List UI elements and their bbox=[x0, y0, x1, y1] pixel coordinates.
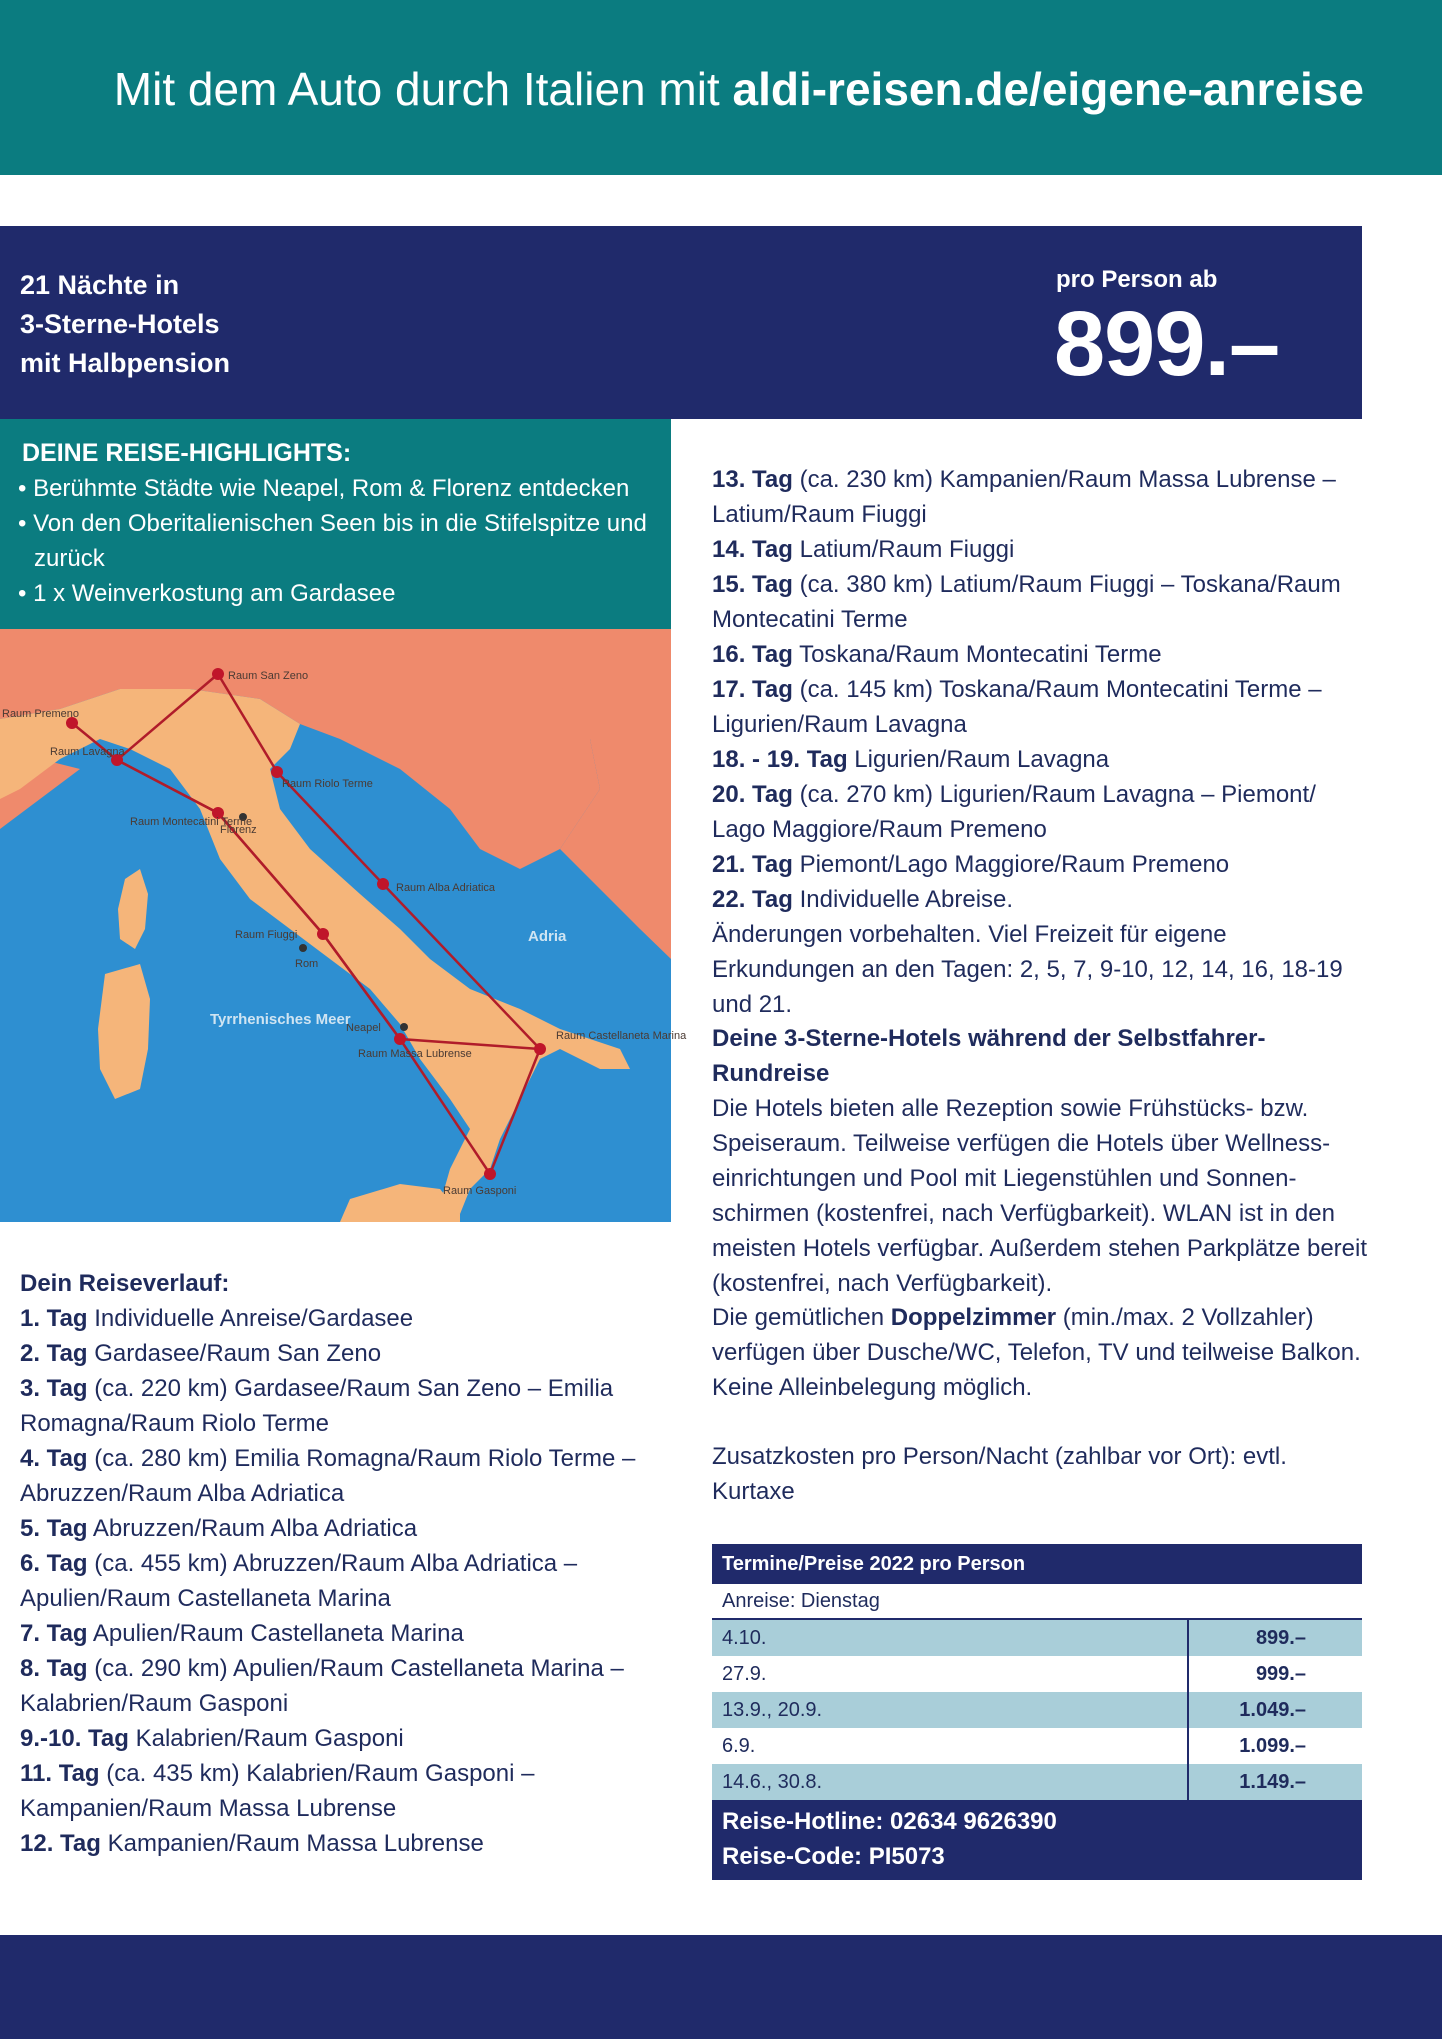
day-text: Abruzzen/Raum Alba Adriatica bbox=[87, 1515, 418, 1542]
map-stop-alba bbox=[377, 878, 389, 890]
day-label: 17. Tag bbox=[712, 676, 793, 703]
map-city-rom bbox=[299, 944, 307, 952]
reise-code: Reise-Code: PI5073 bbox=[722, 1843, 945, 1870]
day-label: 21. Tag bbox=[712, 851, 793, 878]
itinerary-left bbox=[20, 1266, 660, 1861]
map-label-tyrrhenian: Tyrrhenisches Meer bbox=[210, 1011, 351, 1028]
map-label-riolo: Raum Riolo Terme bbox=[282, 778, 373, 790]
itinerary-day bbox=[20, 1546, 660, 1616]
day-text: (ca. 145 km) Toskana/Raum Montecatini Terme – Ligurien/Raum Lavagna bbox=[712, 676, 1322, 738]
rooms-text: (min./max. 2 Vollzahler) verfügen über Dusche/WC, Telefon, TV und teilweise Balkon. Keine Alleinbelegung möglich. bbox=[712, 1304, 1361, 1401]
itinerary-day bbox=[20, 1826, 660, 1861]
map-stop-gasponi bbox=[484, 1168, 496, 1180]
map-label-castellaneta: Raum Castellaneta Marina bbox=[556, 1030, 687, 1042]
board-line: mit Halbpension bbox=[20, 348, 231, 378]
day-label: 6. Tag bbox=[20, 1550, 88, 1577]
day-label: 7. Tag bbox=[20, 1620, 88, 1647]
day-label: 12. Tag bbox=[20, 1830, 101, 1857]
offer-banner bbox=[0, 226, 1362, 419]
map-label-rom: Rom bbox=[295, 958, 319, 970]
itinerary-day bbox=[20, 1371, 660, 1441]
map-label-montecatini: Raum Montecatini Terme bbox=[130, 816, 253, 828]
itinerary-day bbox=[712, 532, 1372, 567]
day-text: Toskana/Raum Montecatini Terme bbox=[792, 641, 1162, 668]
reise-hotline[interactable]: Reise-Hotline: 02634 9626390 bbox=[722, 1808, 1057, 1835]
highlight-item: • 1 x Weinverkostung am Gardasee bbox=[18, 580, 396, 607]
highlight-item: • Von den Oberitalienischen Seen bis in die Stifelspitze und zurück bbox=[18, 510, 647, 572]
itinerary-day bbox=[712, 462, 1372, 532]
row-price: 1.149.– bbox=[1239, 1771, 1306, 1793]
itinerary-note: Änderungen vorbehalten. Viel Freizeit für eigene Erkundungen an den Tagen: 2, 5, 7, 9-10, 12, 14, 16, 18-19 und 21. bbox=[712, 921, 1343, 1018]
day-text: Individuelle Abreise. bbox=[792, 886, 1014, 913]
day-text: Individuelle Anreise/Gardasee bbox=[87, 1305, 414, 1332]
day-label: 4. Tag bbox=[20, 1445, 88, 1472]
nights-info bbox=[20, 266, 230, 383]
map-stop-riolo bbox=[271, 766, 283, 778]
hotels-section bbox=[712, 1021, 1372, 1301]
day-text: (ca. 455 km) Abruzzen/Raum Alba Adriatica – Apulien/Raum Castellaneta Marina bbox=[20, 1550, 578, 1612]
map-stop-castellaneta bbox=[534, 1043, 546, 1055]
map-stop-san-zeno bbox=[212, 668, 224, 680]
rooms-section bbox=[712, 1300, 1372, 1405]
highlights-box bbox=[0, 419, 671, 629]
rooms-lead: Die gemütlichen bbox=[712, 1304, 891, 1331]
row-dates: 4.10. bbox=[712, 1620, 1189, 1656]
table-row bbox=[712, 1620, 1362, 1656]
rooms-type: Doppelzimmer bbox=[890, 1304, 1057, 1331]
itinerary-day bbox=[20, 1756, 660, 1826]
day-text: Kampanien/Raum Massa Lubrense bbox=[100, 1830, 484, 1857]
day-text: (ca. 435 km) Kalabrien/Raum Gasponi – Kampanien/Raum Massa Lubrense bbox=[20, 1760, 535, 1822]
day-label: 20. Tag bbox=[712, 781, 793, 808]
itinerary-day bbox=[20, 1721, 660, 1756]
table-row bbox=[712, 1692, 1362, 1728]
website-link[interactable]: aldi-reisen.de/eigene-anreise bbox=[732, 63, 1364, 115]
itinerary-day bbox=[712, 777, 1372, 847]
map-label-adria: Adria bbox=[528, 928, 567, 945]
nights-line: 21 Nächte in bbox=[20, 270, 180, 300]
itinerary-day bbox=[20, 1301, 660, 1336]
day-label: 3. Tag bbox=[20, 1375, 88, 1402]
map-label-florenz: Florenz bbox=[220, 824, 257, 836]
itinerary-day bbox=[20, 1651, 660, 1721]
itinerary-day bbox=[712, 637, 1372, 672]
row-dates: 13.9., 20.9. bbox=[712, 1692, 1189, 1728]
prices-table bbox=[712, 1544, 1362, 1880]
day-text: Piemont/Lago Maggiore/Raum Premeno bbox=[792, 851, 1230, 878]
day-text: (ca. 230 km) Kampanien/Raum Massa Lubrense – Latium/Raum Fiuggi bbox=[712, 466, 1336, 528]
map-label-san-zeno: Raum San Zeno bbox=[228, 670, 309, 682]
prices-table-title: Termine/Preise 2022 pro Person bbox=[712, 1544, 1362, 1584]
hotel-category-line: 3-Sterne-Hotels bbox=[20, 309, 220, 339]
offer-price: 899.– bbox=[1054, 293, 1280, 395]
itinerary-day bbox=[712, 567, 1372, 637]
header-banner bbox=[0, 0, 1442, 175]
itinerary-day bbox=[712, 672, 1372, 742]
itinerary-day bbox=[20, 1336, 660, 1371]
arrival-day: Anreise: Dienstag bbox=[712, 1584, 1362, 1620]
day-label: 9.-10. Tag bbox=[20, 1725, 129, 1752]
day-text: (ca. 270 km) Ligurien/Raum Lavagna – Piemont/ Lago Maggiore/Raum Premeno bbox=[712, 781, 1316, 843]
itinerary-day bbox=[20, 1441, 660, 1511]
day-text: (ca. 380 km) Latium/Raum Fiuggi – Toskana/Raum Montecatini Terme bbox=[712, 571, 1341, 633]
row-dates: 6.9. bbox=[712, 1728, 1189, 1764]
per-person-label: pro Person ab bbox=[1056, 266, 1218, 293]
extra-costs: Zusatzkosten pro Person/Nacht (zahlbar vor Ort): evtl. Kurtaxe bbox=[712, 1443, 1287, 1505]
hotels-heading: Deine 3-Sterne-Hotels während der Selbstfahrer-Rundreise bbox=[712, 1025, 1266, 1087]
day-label: 5. Tag bbox=[20, 1515, 88, 1542]
route-map bbox=[0, 629, 687, 1222]
itinerary-day bbox=[20, 1616, 660, 1651]
day-label: 16. Tag bbox=[712, 641, 793, 668]
map-label-alba: Raum Alba Adriatica bbox=[396, 882, 496, 894]
table-row bbox=[712, 1728, 1362, 1764]
day-text: (ca. 280 km) Emilia Romagna/Raum Riolo Terme – Abruzzen/Raum Alba Adriatica bbox=[20, 1445, 636, 1507]
day-text: (ca. 220 km) Gardasee/Raum San Zeno – Emilia Romagna/Raum Riolo Terme bbox=[20, 1375, 614, 1437]
day-label: 1. Tag bbox=[20, 1305, 88, 1332]
day-label: 11. Tag bbox=[20, 1760, 100, 1787]
row-price: 899.– bbox=[1255, 1627, 1306, 1649]
itinerary-day bbox=[712, 882, 1372, 917]
row-dates: 27.9. bbox=[712, 1656, 1189, 1692]
row-price: 999.– bbox=[1255, 1663, 1306, 1685]
italy-map-graphic bbox=[0, 629, 687, 1222]
map-label-gasponi: Raum Gasponi bbox=[443, 1185, 517, 1197]
title-lead: Mit dem Auto durch Italien mit bbox=[113, 63, 733, 115]
map-label-fiuggi: Raum Fiuggi bbox=[235, 929, 298, 941]
day-text: Ligurien/Raum Lavagna bbox=[847, 746, 1110, 773]
map-stop-massa bbox=[394, 1033, 406, 1045]
day-label: 18. - 19. Tag bbox=[712, 746, 848, 773]
itinerary-day bbox=[712, 742, 1372, 777]
map-label-premeno: Raum Premeno bbox=[2, 708, 80, 720]
day-label: 14. Tag bbox=[712, 536, 793, 563]
day-text: (ca. 290 km) Apulien/Raum Castellaneta Marina – Kalabrien/Raum Gasponi bbox=[20, 1655, 624, 1717]
itinerary-day bbox=[712, 847, 1372, 882]
map-stop-fiuggi bbox=[317, 928, 329, 940]
itinerary-day bbox=[20, 1511, 660, 1546]
highlight-item: • Berühmte Städte wie Neapel, Rom & Florenz entdecken bbox=[18, 475, 630, 502]
row-dates: 14.6., 30.8. bbox=[712, 1764, 1189, 1800]
map-label-massa: Raum Massa Lubrense bbox=[358, 1048, 472, 1060]
hotels-text: Die Hotels bieten alle Rezeption sowie Frühstücks- bzw. Speiseraum. Teilweise verfügen die Hotels über Wellnesseinrichtungen und Pool mit Liegenstühlen und Sonnenschirmen (kostenfrei, nach Verfügbarkeit). WLAN ist in den meisten Hotels verfügbar. Außerdem stehen Parkplätze bereit (kostenfrei, nach Verfügbarkeit). bbox=[712, 1095, 1368, 1297]
map-label-lavagna: Raum Lavagna bbox=[50, 746, 125, 758]
row-price: 1.099.– bbox=[1239, 1735, 1306, 1757]
page-title bbox=[114, 62, 1364, 116]
booking-footer bbox=[712, 1800, 1362, 1880]
day-label: 8. Tag bbox=[20, 1655, 88, 1682]
itinerary-heading: Dein Reiseverlauf: bbox=[20, 1270, 230, 1297]
day-text: Gardasee/Raum San Zeno bbox=[87, 1340, 382, 1367]
day-label: 15. Tag bbox=[712, 571, 793, 598]
map-label-neapel: Neapel bbox=[346, 1022, 381, 1034]
day-label: 2. Tag bbox=[20, 1340, 88, 1367]
highlights-list bbox=[18, 471, 674, 611]
row-price: 1.049.– bbox=[1239, 1699, 1306, 1721]
day-text: Latium/Raum Fiuggi bbox=[792, 536, 1015, 563]
map-city-neapel bbox=[400, 1023, 408, 1031]
day-label: 13. Tag bbox=[712, 466, 793, 493]
footer-bar bbox=[0, 1935, 1442, 2039]
day-text: Kalabrien/Raum Gasponi bbox=[128, 1725, 404, 1752]
table-row bbox=[712, 1764, 1362, 1800]
day-text: Apulien/Raum Castellaneta Marina bbox=[87, 1620, 464, 1647]
table-row bbox=[712, 1656, 1362, 1692]
itinerary-right bbox=[712, 462, 1372, 1022]
highlights-heading: DEINE REISE-HIGHLIGHTS: bbox=[22, 439, 352, 467]
day-label: 22. Tag bbox=[712, 886, 793, 913]
